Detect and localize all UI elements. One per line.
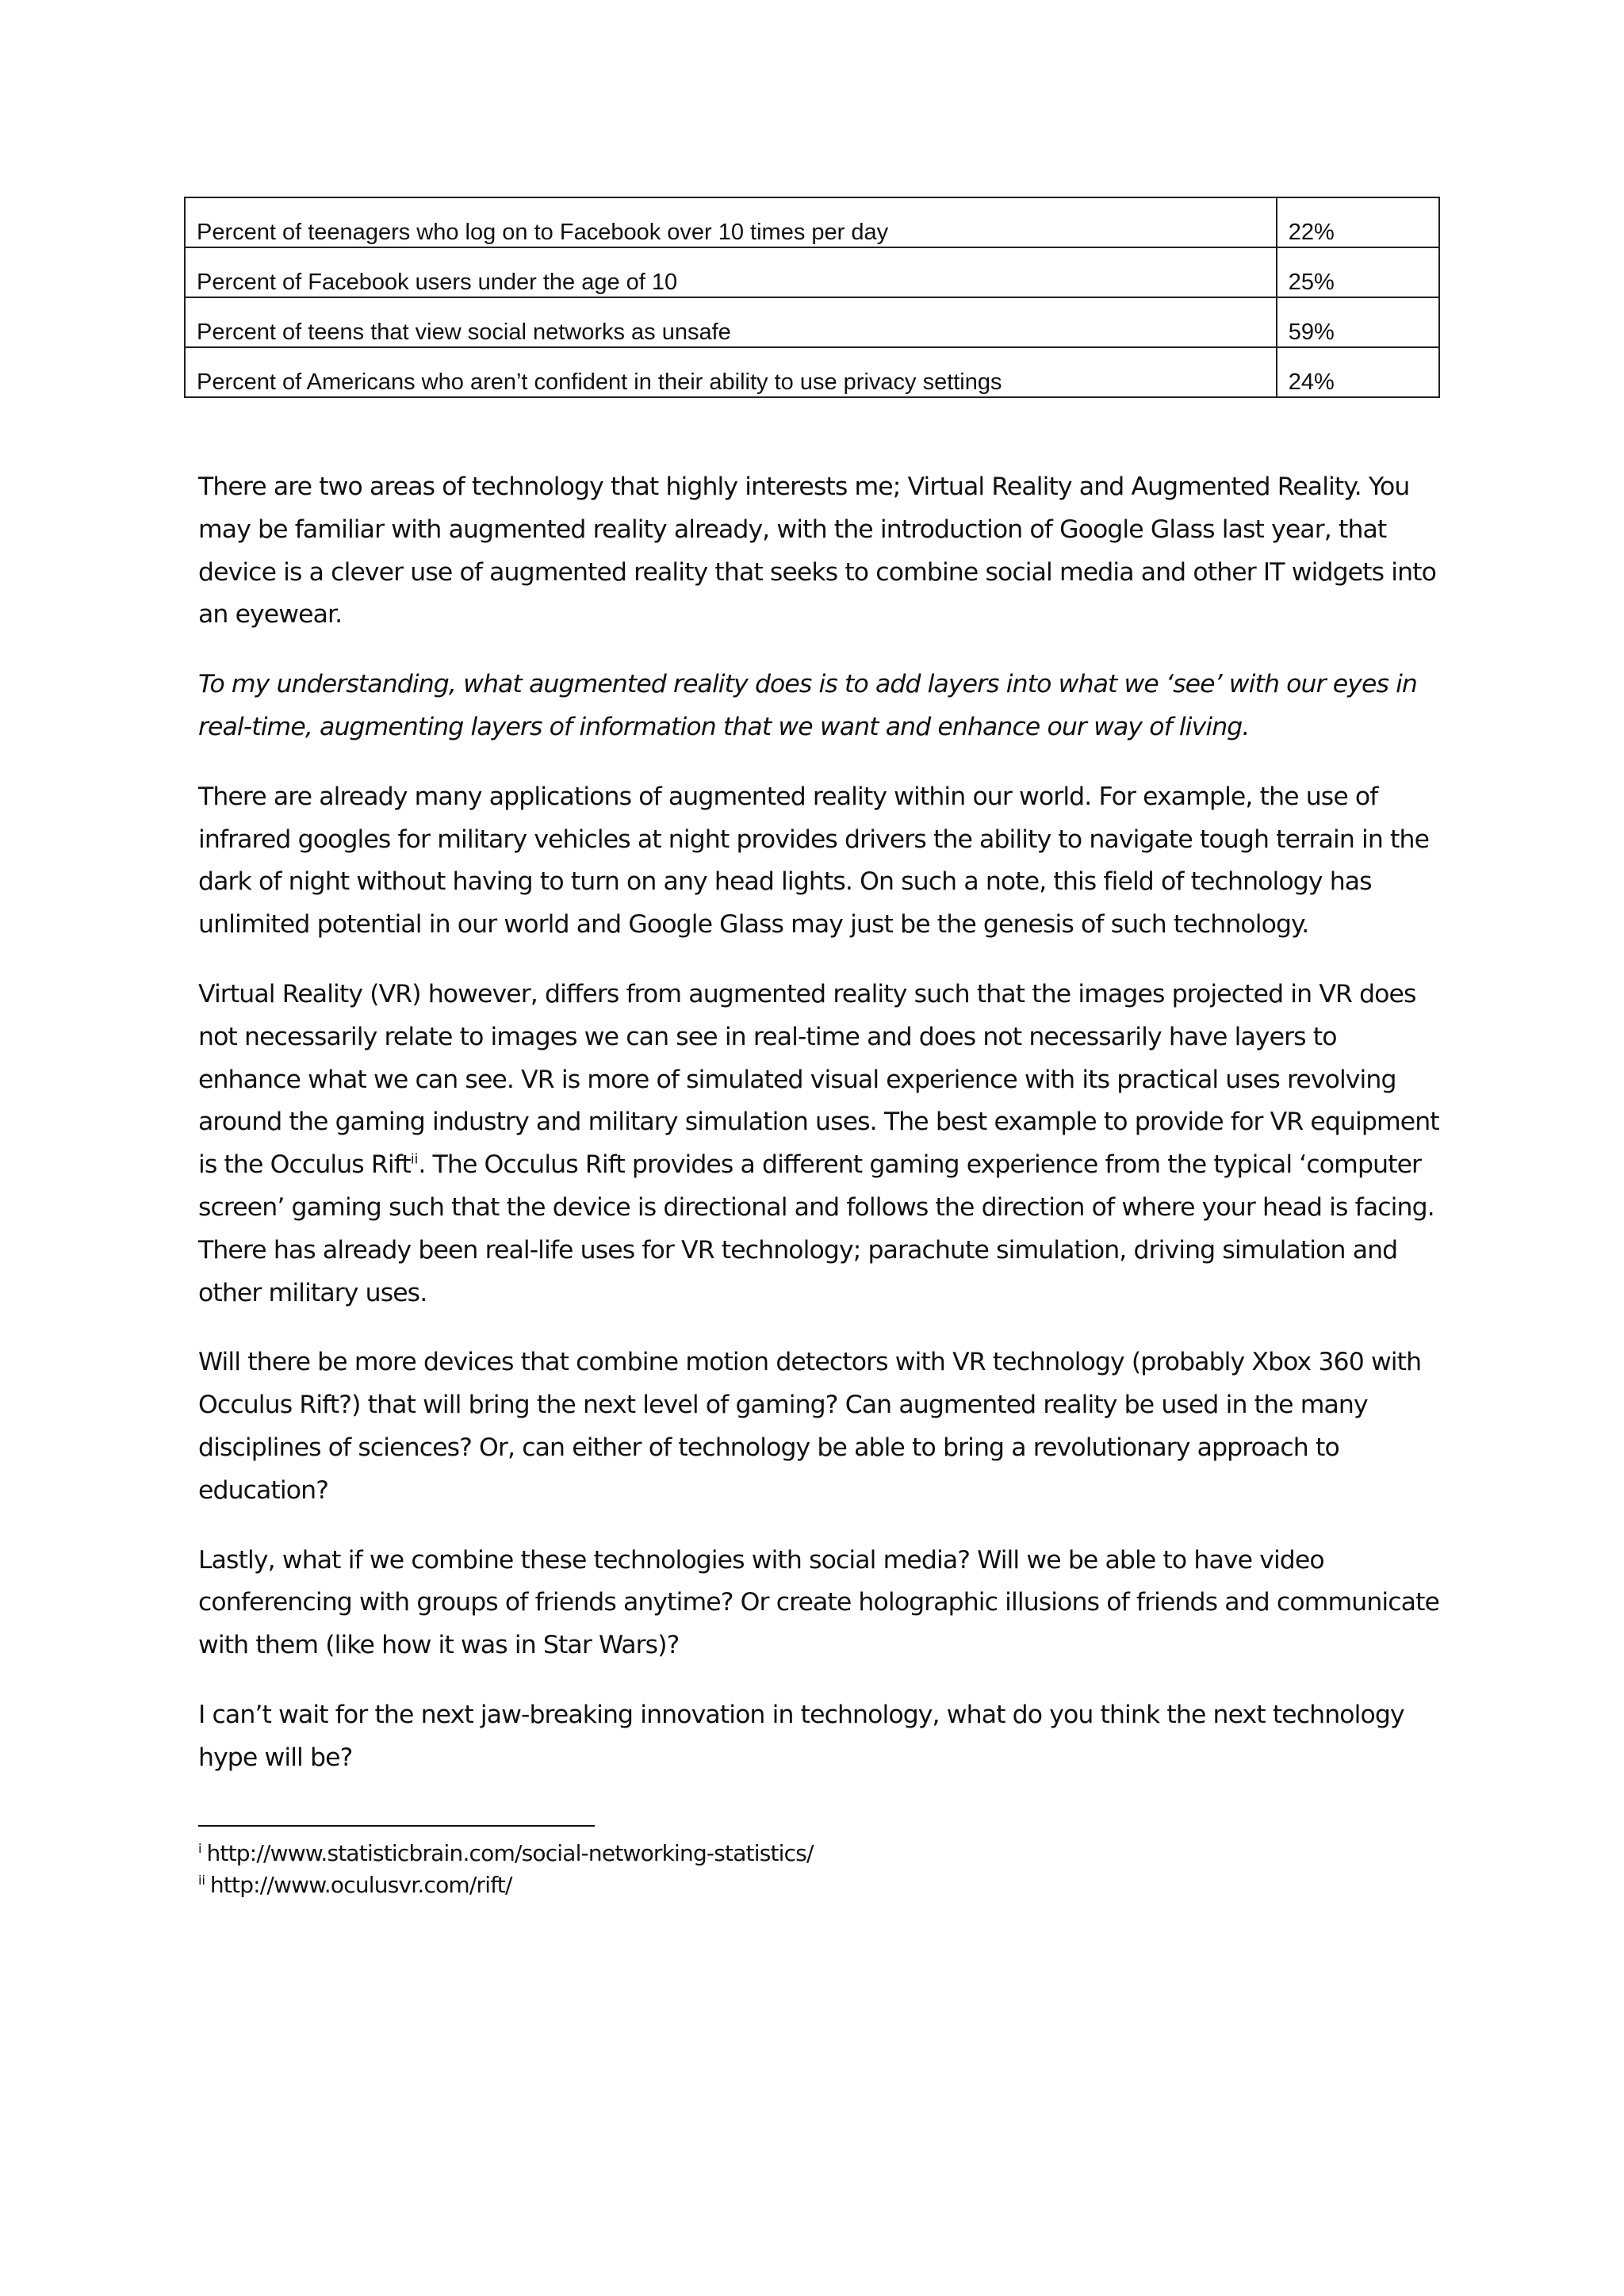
paragraph-intro: There are two areas of technology that highly interests me; Virtual Reality and Augmented Reality. You may be familiar with augmented reality already, with the introduction of Google Glass last year, that device is a clever use of augmented reality that seeks to combine social media and other IT widgets into an eyewear.	[198, 473, 1436, 629]
table-cell-value: 59%	[1277, 297, 1439, 347]
table-row	[185, 197, 1439, 247]
footnote	[198, 1869, 1308, 1901]
table-cell-value: 24%	[1277, 347, 1439, 397]
table-cell-label: Percent of teens that view social networks as unsafe	[185, 297, 1277, 347]
footnotes	[198, 1838, 1308, 1901]
paragraph-virtual-reality	[198, 974, 1443, 1314]
statistics-table	[184, 197, 1440, 398]
table-cell-value: 22%	[1277, 197, 1439, 247]
footnote-reference: ii	[410, 1151, 419, 1168]
footnote-divider	[198, 1825, 595, 1827]
paragraph-social-media: Lastly, what if we combine these technologies with social media? Will we be able to have video conferencing with groups of friends anytime? Or create holographic illusions of friends and communicate with them (like how it was in Star Wars)?	[198, 1545, 1440, 1660]
table-cell-label: Percent of Facebook users under the age of 10	[185, 247, 1277, 297]
footnote	[198, 1838, 1308, 1869]
table-cell-label: Percent of Americans who aren’t confident in their ability to use privacy settings	[185, 347, 1277, 397]
footnote-marker: i	[198, 1840, 202, 1856]
footnote-url: http://www.statisticbrain.com/social-networking-statistics/	[206, 1840, 814, 1866]
paragraph-questions: Will there be more devices that combine motion detectors with VR technology (probably Xbox 360 with Occulus Rift?) that will bring the next level of gaming? Can augmented reality be used in the many disciplines of sciences? Or, can either of technology be able to bring a revolutionary approach to education?	[198, 1348, 1422, 1505]
paragraph-text: . The Occulus Rift provides a different gaming experience from the typical ‘computer screen’ gaming such that the device is directional and follows the direction of where your head is facing. There has already been real-life uses for VR technology; parachute simulation, driving simulation and other military uses.	[198, 1150, 1434, 1307]
footnote-marker: ii	[198, 1872, 205, 1888]
table-row	[185, 297, 1439, 347]
body-text	[198, 466, 1443, 1807]
table-cell-label: Percent of teenagers who log on to Facebook over 10 times per day	[185, 197, 1277, 247]
paragraph-augmented-reality-definition: To my understanding, what augmented reality does is to add layers into what we ‘see’ with our eyes in real-time, augmenting layers of information that we want and enhance our way of living.	[198, 670, 1417, 741]
table-row	[185, 247, 1439, 297]
paragraph-augmented-reality-applications: There are already many applications of augmented reality within our world. For example, the use of infrared googles for military vehicles at night provides drivers the ability to navigate tough terrain in the dark of night without having to turn on any head lights. On such a note, this field of technology has unlimited potential in our world and Google Glass may just be the genesis of such technology.	[198, 782, 1430, 939]
paragraph-text: Virtual Reality (VR) however, differs from augmented reality such that the images projected in VR does not necessarily relate to images we can see in real-time and does not necessarily have layers to enhance what we can see. VR is more of simulated visual experience with its practical uses revolving around the gaming industry and military simulation uses. The best example to provide for VR equipment is the Occulus Rift	[198, 979, 1439, 1180]
table-row	[185, 347, 1439, 397]
footnote-url: http://www.oculusvr.com/rift/	[209, 1872, 512, 1898]
paragraph-closing: I can’t wait for the next jaw-breaking innovation in technology, what do you think the next technology hype will be?	[198, 1700, 1404, 1772]
table-cell-value: 25%	[1277, 247, 1439, 297]
